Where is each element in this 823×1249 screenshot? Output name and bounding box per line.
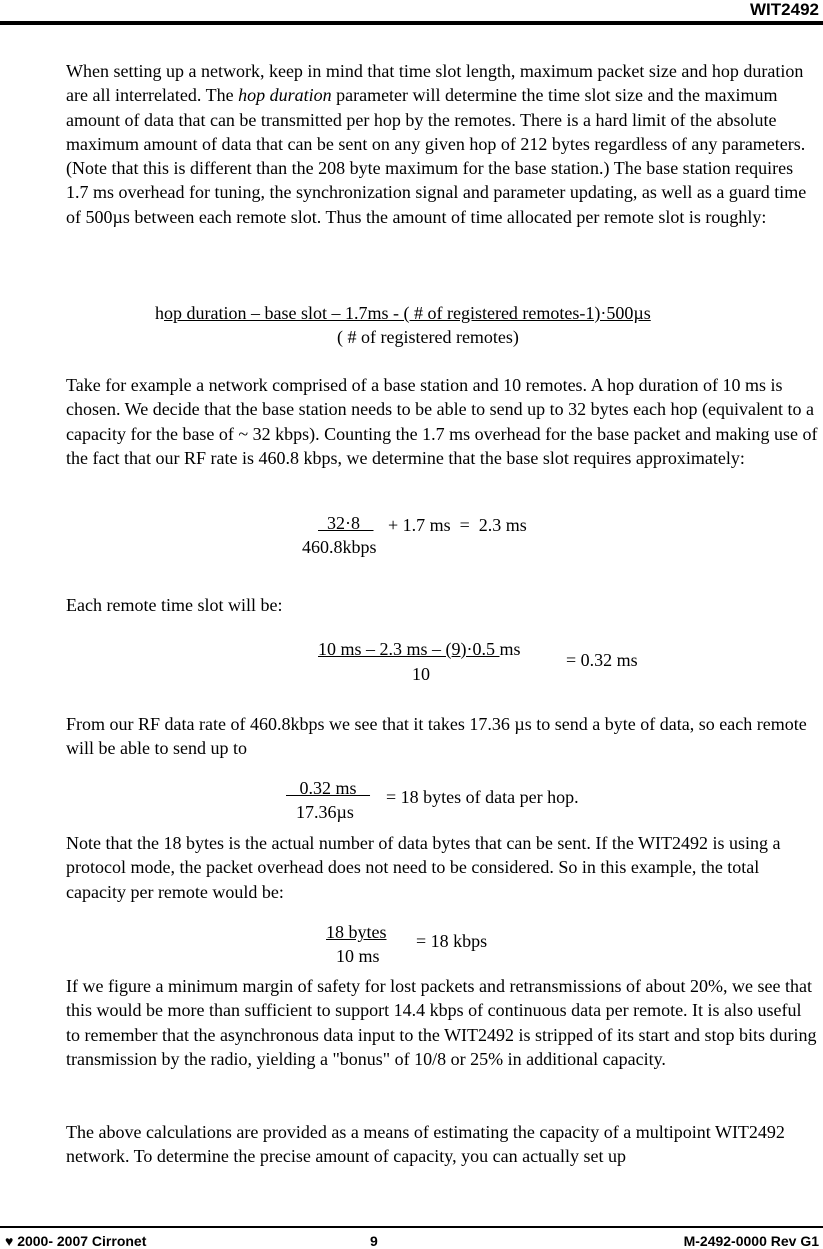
eq4-denominator: 17.36µs <box>296 802 354 822</box>
eq2-denominator: 460.8kbps <box>302 537 377 557</box>
eq3-numerator: 10 ms – 2.3 ms – (9)·0.5 <box>318 639 500 659</box>
document-header-title: WIT2492 <box>750 0 819 19</box>
p1-italic-term: hop duration <box>238 85 332 106</box>
footer-rule <box>0 1226 823 1228</box>
eq5-numerator: 18 bytes <box>326 922 387 942</box>
eq2-numerator: 32·8 <box>318 513 374 533</box>
eq3-numerator-tail: ms <box>499 639 521 659</box>
p1-text-after: parameter will determine the time slot size and the maximum amount of data that can be transmitted per hop by the remotes. There is a hard limit of the absolute maximum amount of data that can be sent on any given hop of 212 bytes regardless of any parameters. (Note that this is different than the 208 byte maximum for the base station.) The base station requires 1.7 ms overhead for tuning, the synchronization signal and parameter updating, as well as a guard time of 500µs between each remote slot. Thus the amount of time allocated per remote slot is roughly: <box>66 85 807 227</box>
eq4-result: = 18 bytes of data per hop. <box>386 787 579 807</box>
eq1-numerator-prefix: h <box>155 303 164 323</box>
paragraph-capacity-estimate: The above calculations are provided as a means of estimating the capacity of a multipoint WIT2492 network. To determine the precise amount of capacity, you can actually set up <box>66 1122 785 1167</box>
paragraph-remote-slot: Each remote time slot will be: <box>66 595 283 615</box>
eq5-result: = 18 kbps <box>416 931 488 951</box>
footer-page-number: 9 <box>370 1233 378 1249</box>
footer-doc-id: M-2492-0000 Rev G1 <box>683 1233 819 1249</box>
paragraph-safety-margin: If we figure a minimum margin of safety for lost packets and retransmissions of about 20%, we see that this would be more than sufficient to support 14.4 kbps of continuous data per remote. It is also useful to remember that the asynchronous data input to the WIT2492 is stripped of its start and stop bits during transmission by the radio, yielding a "bonus" of 10/8 or 25% in additional capacity. <box>66 976 817 1069</box>
eq3-numerator-line <box>318 638 521 660</box>
eq5-denominator: 10 ms <box>336 946 380 966</box>
paragraph-example-network: Take for example a network comprised of a base station and 10 remotes. A hop duration of 10 ms is chosen. We decide that the base station needs to be able to send up to 32 bytes each hop (equivalent to a capacity for the base of ~ 32 kbps). Counting the 1.7 ms overhead for the base packet and making use of the fact that our RF rate is 460.8 kbps, we determine that the base slot requires approximately: <box>66 375 818 468</box>
eq1-numerator: op duration – base slot – 1.7ms - ( # of registered remotes-1)·500µs <box>164 303 651 323</box>
footer-copyright <box>5 1233 146 1249</box>
header-rule <box>0 21 823 25</box>
paragraph-protocol-mode: Note that the 18 bytes is the actual number of data bytes that can be sent. If the WIT2492 is using a protocol mode, the packet overhead does not need to be considered. So in this example, the total capacity per remote would be: <box>66 833 781 902</box>
eq2-result: + 1.7 ms = 2.3 ms <box>388 515 527 535</box>
equation-remote-slot-denominator: ( # of registered remotes) <box>337 327 519 347</box>
paragraph-network-setup <box>66 59 818 229</box>
equation-remote-slot-numerator <box>155 302 651 324</box>
footer-copyright-text: ♥ 2000- 2007 Cirronet <box>5 1233 147 1249</box>
paragraph-rf-data-rate: From our RF data rate of 460.8kbps we see that it takes 17.36 µs to send a byte of data, so each remote will be able to send up to <box>66 714 807 759</box>
eq3-result: = 0.32 ms <box>566 650 638 670</box>
p1-text-before: When setting up a network, keep in mind that time slot length, maximum packet size and hop duration are all interrelated. The <box>66 61 804 106</box>
eq3-denominator: 10 <box>412 664 430 684</box>
eq4-numerator: 0.32 ms <box>286 778 371 798</box>
